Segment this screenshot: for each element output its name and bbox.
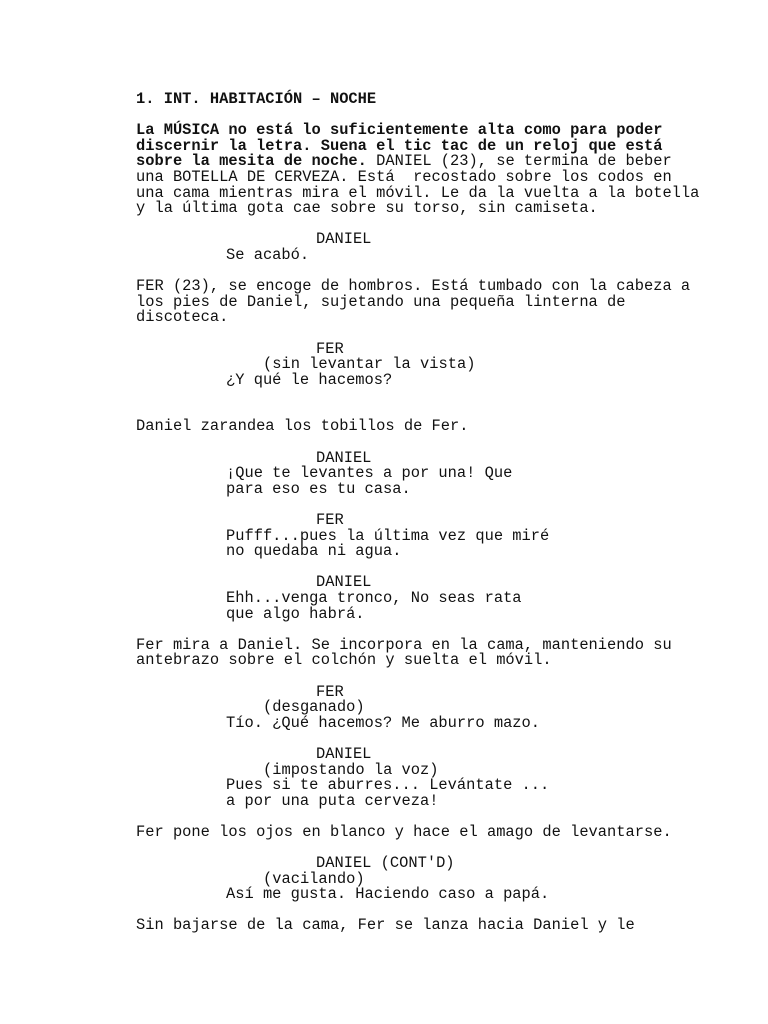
dialogue-line: Ehh...venga tronco, No seas rata: [226, 589, 522, 607]
spacer: [136, 326, 696, 342]
dialogue-line: Se acabó.: [226, 245, 310, 264]
action-line: antebrazo sobre el colchón y suelta el móvil.: [136, 651, 552, 670]
character-name: DANIEL: [316, 230, 372, 249]
action-line: Daniel zarandea los tobillos de Fer.: [136, 417, 469, 436]
dialogue-line: para eso es tu casa.: [226, 479, 411, 498]
action-line: los pies de Daniel, sujetando una pequeña linterna de: [136, 292, 626, 311]
character-name: FER: [316, 339, 344, 358]
spacer: [136, 497, 696, 513]
action-line: discernir la letra. Suena el tic tac de un reloj que está: [136, 136, 663, 155]
dialogue-line: a por una puta cerveza!: [226, 791, 439, 810]
character-name: DANIEL: [316, 744, 372, 763]
action-regular-fragment: DANIEL (23), se termina de beber: [366, 152, 672, 171]
dialogue-line: ¡Que te levantes a por una! Que: [226, 464, 513, 483]
dialogue-line: no quedaba ni agua.: [226, 542, 402, 561]
spacer: [136, 435, 696, 451]
dialogue-line: Pues si te aburres... Levántate ...: [226, 776, 550, 795]
action-line: una BOTELLA DE CERVEZA. Está recostado sobre los codos en: [136, 167, 672, 186]
action-line: Sin bajarse de la cama, Fer se lanza hacia Daniel y le: [136, 916, 635, 935]
action-line: discoteca.: [136, 308, 229, 327]
action-line: FER (23), se encoge de hombros. Está tumbado con la cabeza a: [136, 277, 691, 296]
spacer: [136, 669, 696, 685]
parenthetical: (impostando la voz): [263, 760, 439, 779]
action-bold-fragment: sobre la mesita de noche.: [136, 152, 367, 171]
dialogue-line: que algo habrá.: [226, 604, 365, 623]
character-name: DANIEL (CONT'D): [316, 854, 455, 873]
screenplay-page: [136, 90, 700, 935]
dialogue-line: ¿Y qué le hacemos?: [226, 370, 393, 389]
dialogue-line: Así me gusta. Haciendo caso a papá.: [226, 885, 550, 904]
parenthetical: (sin levantar la vista): [263, 355, 476, 374]
dialogue-line: Pufff...pues la última vez que miré: [226, 526, 550, 545]
spacer: [136, 731, 696, 747]
spacer: [136, 560, 696, 576]
parenthetical: (desganado): [263, 698, 365, 717]
action-line: Fer mira a Daniel. Se incorpora en la cama, manteniendo su: [136, 635, 672, 654]
scene-heading: 1. INT. HABITACIÓN – NOCHE: [136, 90, 377, 108]
character-name: DANIEL: [316, 573, 372, 592]
spacer: [136, 388, 696, 419]
spacer: [136, 217, 696, 233]
character-name: DANIEL: [316, 448, 372, 467]
character-name: FER: [316, 511, 344, 530]
action-line: Fer pone los ojos en blanco y hace el amago de levantarse.: [136, 822, 672, 841]
action-line: y la última gota cae sobre su torso, sin camiseta.: [136, 199, 598, 218]
action-line: La MÚSICA no está lo suficientemente alta como para poder: [136, 121, 663, 140]
action-line: una cama mientras mira el móvil. Le da la vuelta a la botella: [136, 183, 700, 202]
dialogue-line: Tío. ¿Qué hacemos? Me aburro mazo.: [226, 713, 541, 732]
parenthetical: (vacilando): [263, 869, 365, 888]
character-name: FER: [316, 682, 344, 701]
